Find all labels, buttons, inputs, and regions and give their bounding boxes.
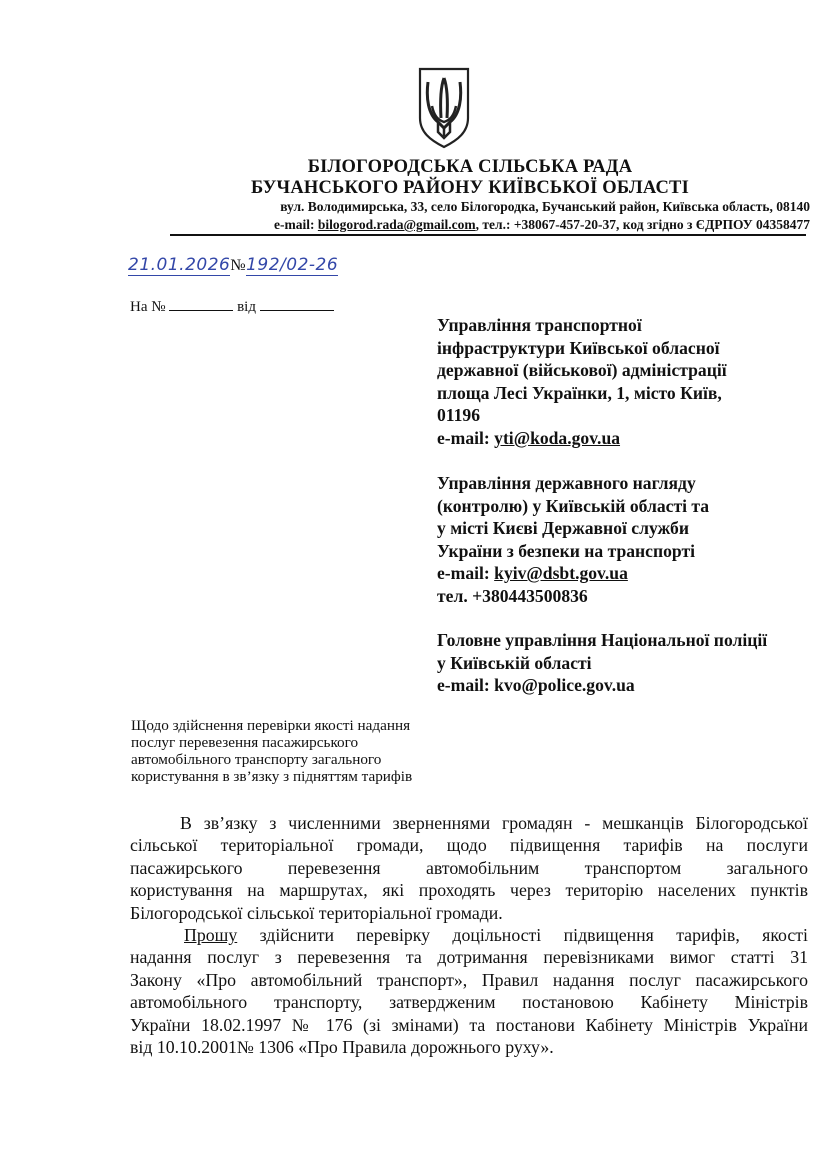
subject-line: послуг перевезення пасажирського [131, 734, 359, 751]
body-line [130, 924, 808, 946]
recipient-line: інфраструктури Київської обласної [437, 337, 720, 358]
subject-line: Щодо здійснення перевірки якості надання [131, 717, 411, 734]
recipient-line: Управління транспортної [437, 315, 642, 335]
recipient-line: України з безпеки на транспорті [437, 540, 696, 561]
org-name-line1: БІЛОГОРОДСЬКА СІЛЬСЬКА РАДА [307, 157, 633, 177]
subject-block [131, 717, 461, 785]
reference-na-label: На № [130, 299, 166, 315]
org-name-line2: БУЧАНСЬКОГО РАЙОНУ КИЇВСЬКОЇ ОБЛАСТІ [251, 178, 689, 198]
org-contact-line [120, 216, 810, 234]
body-line: Закону «Про автомобільний транспорт», Правил надання послуг пасажирського [130, 969, 808, 990]
recipient-email-link[interactable]: kyiv@dsbt.gov.ua [494, 563, 628, 584]
body-line: від 10.10.2001№ 1306 «Про Правила дорожнього руху». [130, 1037, 554, 1058]
org-email-label: e-mail: [273, 217, 318, 232]
recipient-email-link[interactable]: yti@koda.gov.ua [494, 427, 621, 448]
body-line: користування на маршрутах, які проходять через територію населених пунктів [130, 880, 808, 901]
body-line: автомобільного транспорту, затвердженим постановою Кабінету Міністрів [130, 992, 808, 1013]
recipient-block-3 [437, 629, 817, 697]
body-line: Білогородської сільської територіальної громади. [130, 902, 503, 923]
recipient-line: (контролю) у Київській області та [437, 495, 710, 516]
body-line: надання послуг з перевезення та дотримання перевізниками вимог статті 31 [130, 947, 808, 968]
recipient-email-line [437, 562, 817, 585]
registration-number: 192/02-26 [246, 255, 339, 275]
recipient-email-line [437, 674, 817, 697]
subject-line: автомобільного транспорту загального [131, 751, 382, 768]
recipient-email-text[interactable]: kvo@police.gov.ua [494, 675, 635, 696]
org-contact-rest: , тел.: +38067-457-20-37, код згідно з ЄДРПОУ 04358477 [475, 217, 810, 232]
reference-number-blank [169, 296, 233, 311]
recipient-line: 01196 [437, 405, 481, 426]
registration-date: 21.01.2026 [128, 255, 231, 275]
body-line: сільської територіальної громади, щодо підвищення тарифів на послуги [130, 835, 808, 856]
recipient-line: у Київській області [437, 652, 592, 673]
recipient-phone: тел. +380443500836 [437, 585, 588, 606]
reference-vid-label: від [237, 299, 256, 315]
recipient-line: державної (військової) адміністрації [437, 360, 727, 381]
body-line: пасажирського перевезення автомобільним транспортом загального [130, 857, 808, 878]
body-line: України 18.02.1997 № 176 (зі змінами) та постанови Кабінету Міністрів України [130, 1014, 808, 1035]
letter-body [130, 812, 808, 1058]
recipient-email-label: e-mail: [437, 675, 495, 696]
body-request-word: Прошу [184, 925, 238, 946]
recipient-line: Головне управління Національної поліції [437, 630, 768, 650]
registration-number-sign: № [230, 257, 247, 274]
header-divider [170, 234, 806, 236]
registration-line [128, 252, 368, 278]
recipient-email-line [437, 427, 817, 450]
org-address: вул. Володимирська, 33, село Білогородка, Бучанський район, Київська область, 08140 [280, 199, 810, 214]
reference-date-blank [260, 296, 334, 311]
org-email-link[interactable]: bilogorod.rada@gmail.com [317, 217, 476, 232]
recipient-line: площа Лесі Українки, 1, місто Київ, [437, 382, 722, 403]
reference-line [130, 296, 334, 317]
trident-emblem-icon [414, 66, 474, 150]
recipient-block-2 [437, 472, 817, 608]
recipient-email-label: e-mail: [437, 563, 495, 584]
recipient-line: у місті Києві Державної служби [437, 518, 689, 539]
body-line: В зв’язку з численними зверненнями громадян - мешканців Білогородської [180, 813, 808, 833]
subject-line: користування в зв’язку з підняттям тарифів [131, 768, 413, 785]
recipient-line: Управління державного нагляду [437, 473, 696, 493]
recipient-email-label: e-mail: [437, 427, 495, 448]
recipient-block-1 [437, 314, 817, 450]
body-request-rest: здійснити перевірку доцільності підвищення тарифів, якості [237, 925, 808, 946]
